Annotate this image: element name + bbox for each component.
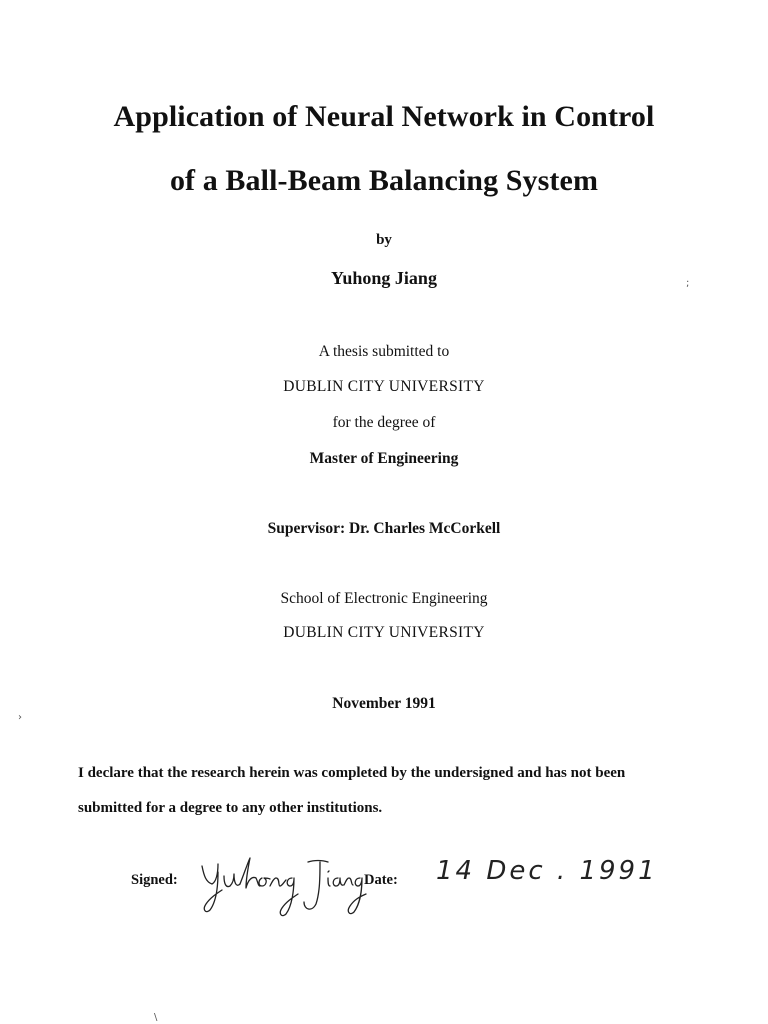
scan-mark: › bbox=[18, 712, 22, 723]
school-university: DUBLIN CITY UNIVERSITY bbox=[283, 624, 485, 641]
university-name: DUBLIN CITY UNIVERSITY bbox=[283, 378, 485, 395]
by-label: by bbox=[376, 232, 392, 248]
title-line-1: Application of Neural Network in Control bbox=[113, 100, 655, 133]
declaration-line-1: I declare that the research herein was completed by the undersigned and has not been bbox=[78, 765, 626, 781]
for-degree-label: for the degree of bbox=[332, 414, 436, 431]
declaration-line-2: submitted for a degree to any other institutions. bbox=[78, 800, 383, 816]
school-name: School of Electronic Engineering bbox=[280, 590, 488, 607]
submission-date: November 1991 bbox=[332, 695, 436, 712]
thesis-submitted-to: A thesis submitted to bbox=[318, 343, 450, 360]
scan-mark: \ bbox=[154, 1012, 158, 1023]
author-name: Yuhong Jiang bbox=[331, 268, 437, 288]
date-label: Date: bbox=[364, 872, 398, 888]
scan-mark: ; bbox=[686, 278, 690, 289]
title-line-2: of a Ball-Beam Balancing System bbox=[169, 164, 599, 197]
handwritten-date: 14 Dec . 1991 bbox=[436, 856, 658, 886]
degree-name: Master of Engineering bbox=[309, 450, 459, 467]
handwritten-signature bbox=[196, 852, 368, 924]
signed-label: Signed: bbox=[131, 872, 178, 888]
supervisor: Supervisor: Dr. Charles McCorkell bbox=[267, 520, 501, 537]
